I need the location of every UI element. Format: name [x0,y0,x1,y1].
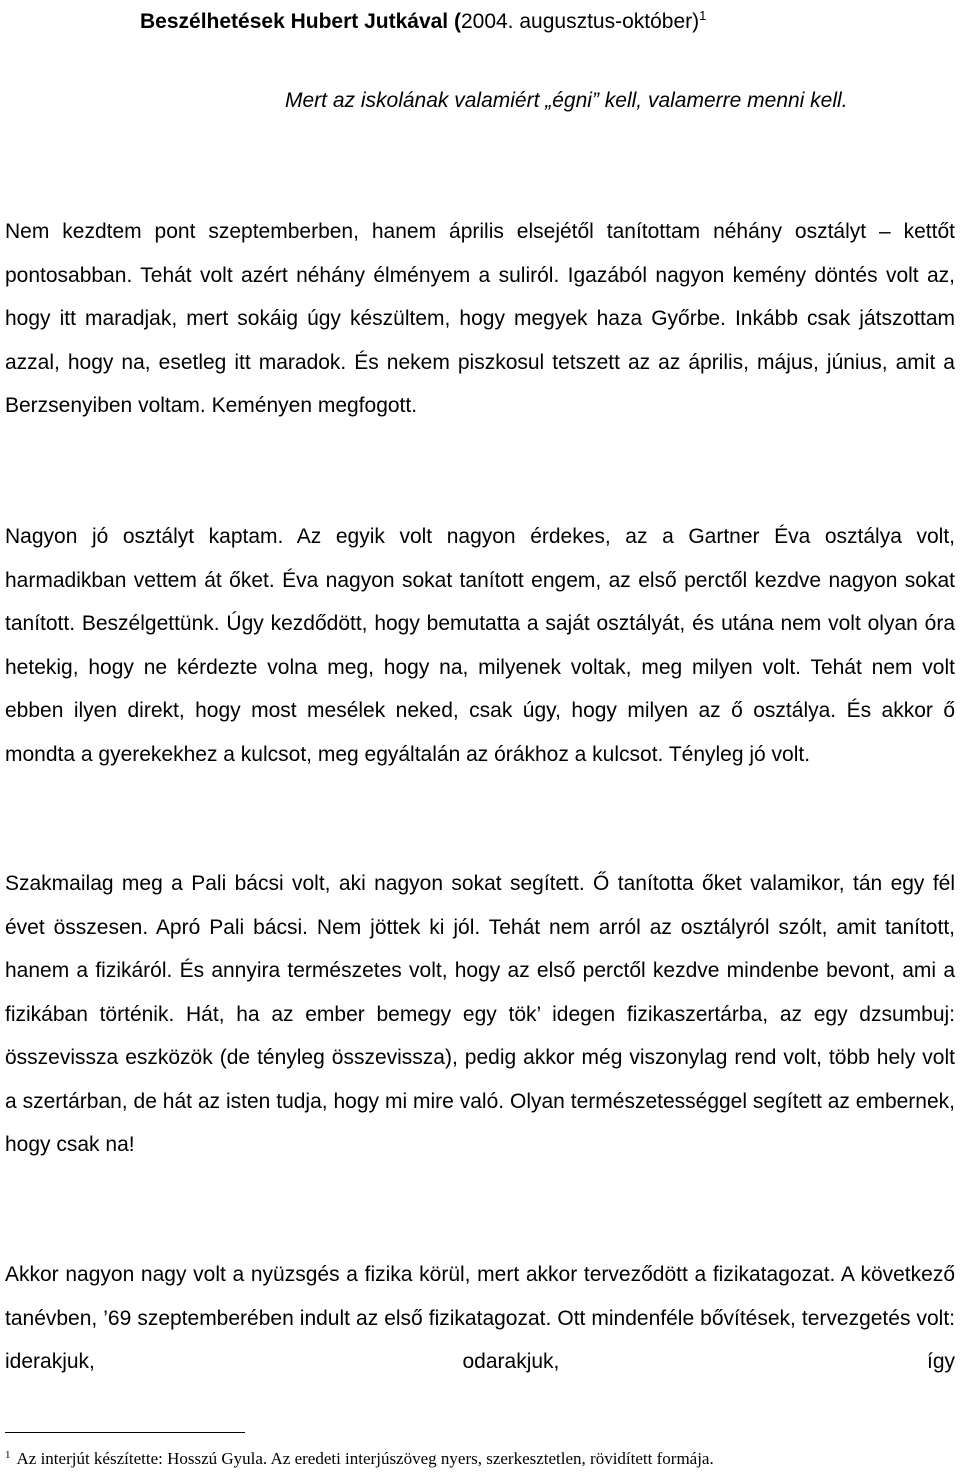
footnote [5,1444,714,1470]
paragraph-4: Akkor nagyon nagy volt a nyüzsgés a fizika körül, mert akkor terveződött a fizikatagozat. A következő tanévben, ’69 szeptemberében indult az első fizikatagozat. Ott mindenféle bővítések, tervezgetés volt: iderakjuk, odarakjuk, így [5,1263,955,1373]
title-date-part: 2004. augusztus-október) [460,10,700,33]
title-bold-part: Beszélhetések Hubert Jutkával ( [140,10,461,33]
footnote-text: Az interjút készítette: Hosszú Gyula. Az eredeti interjúszöveg nyers, szerkesztetlen, rövidített formája. [16,1449,714,1468]
motto-quote: Mert az iskolának valamiért „égni” kell, valamerre menni kell. [285,89,848,112]
title-footnote-mark[interactable]: 1 [699,8,707,23]
paragraph-3: Szakmailag meg a Pali bácsi volt, aki nagyon sokat segített. Ő tanította őket valamikor, tán egy fél évet összesen. Apró Pali bácsi. Nem jöttek ki jól. Tehát nem arról az osztályról szólt, amit tanított, hanem a fizikáról. És annyira természetes volt, hogy az első perctől kezdve mindenbe bevont, ami a fizikában történik. Hát, ha az ember bemegy egy tök’ idegen fizikaszertárba, az egy dzsumbuj: összevissza eszközök (de tényleg összevissza), pedig akkor még viszonylag rend volt, több hely volt a szertárban, de hát az isten tudja, hogy mi mire való. Olyan természetességgel segített az embernek, hogy csak na! [5,872,955,1156]
paragraph-2: Nagyon jó osztályt kaptam. Az egyik volt nagyon érdekes, az a Gartner Éva osztálya volt, harmadikban vettem át őket. Éva nagyon sokat tanított engem, az első perctől kezdve nagyon sokat tanított. Beszélgettünk. Úgy kezdődött, hogy bemutatta a saját osztályát, és utána nem volt olyan óra hetekig, hogy ne kérdezte volna meg, hogy na, milyenek voltak, meg milyen volt. Tehát nem volt ebben ilyen direkt, hogy most mesélek neked, csak úgy, hogy milyen az ő osztálya. És akkor ő mondta a gyerekekhez a kulcsot, meg egyáltalán az órákhoz a kulcsot. Tényleg jó volt. [5,525,955,766]
document-title [140,3,706,35]
paragraph-1: Nem kezdtem pont szeptemberben, hanem április elsejétől tanítottam néhány osztályt – kettőt pontosabban. Tehát volt azért néhány élményem a suliról. Igazából nagyon kemény döntés volt az, hogy itt maradjak, mert sokáig úgy készültem, hogy megyek haza Győrbe. Inkább csak játszottam azzal, hogy na, esetleg itt maradok. És nekem piszkosul tetszett az az április, május, június, amit a Berzsenyiben voltam. Keményen megfogott. [5,220,955,417]
footnote-separator [5,1432,245,1433]
footnote-mark: 1 [5,1449,11,1461]
